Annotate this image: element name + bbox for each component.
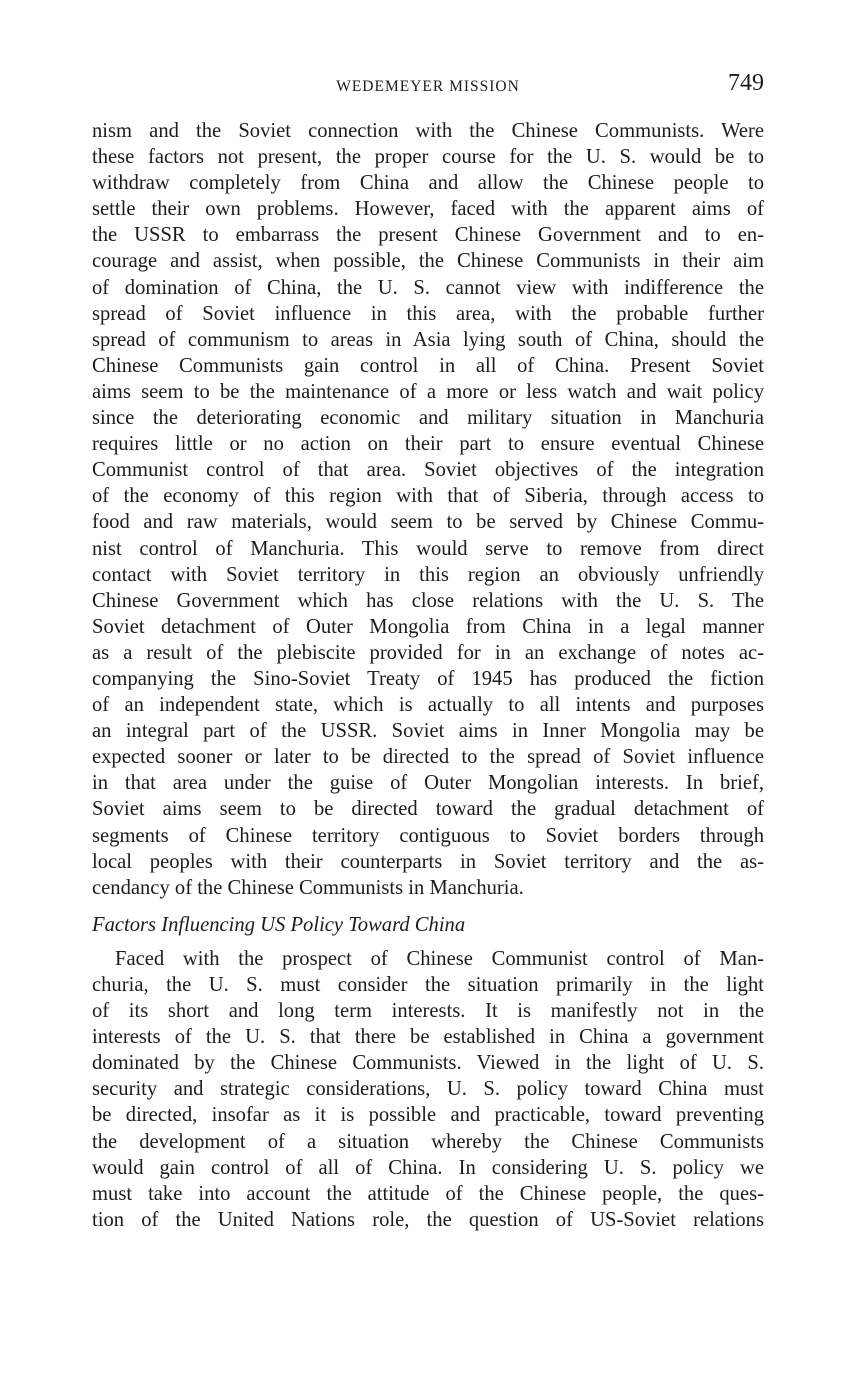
text-line: these factors not present, the proper course for the U. S. would be to bbox=[92, 146, 764, 169]
text-line: courage and assist, when possible, the Chinese Communists in their aim bbox=[92, 250, 764, 273]
text-line: food and raw materials, would seem to be served by Chinese Commu- bbox=[92, 511, 764, 534]
text-line: local peoples with their counterparts in Soviet territory and the as- bbox=[92, 850, 764, 873]
text-line: segments of Chinese territory contiguous to Soviet borders through bbox=[92, 824, 764, 847]
running-title: WEDEMEYER MISSION bbox=[336, 78, 520, 95]
text-line: Soviet aims seem to be directed toward the gradual detachment of bbox=[92, 798, 764, 821]
text-line: Faced with the prospect of Chinese Communist control of Man- bbox=[115, 947, 764, 970]
page-number: 749 bbox=[728, 70, 764, 96]
text-line: an integral part of the USSR. Soviet aims in Inner Mongolia may be bbox=[92, 720, 764, 743]
text-line: Chinese Government which has close relations with the U. S. The bbox=[92, 589, 764, 612]
text-line: nism and the Soviet connection with the Chinese Communists. Were bbox=[92, 120, 764, 142]
text-line: of domination of China, the U. S. cannot view with indifference the bbox=[92, 276, 764, 299]
text-line: dominated by the Chinese Communists. Viewed in the light of U. S. bbox=[92, 1052, 764, 1075]
running-head bbox=[92, 66, 764, 106]
text-line: of the economy of this region with that of Siberia, through access to bbox=[92, 485, 764, 508]
text-line: expected sooner or later to be directed to the spread of Soviet influence bbox=[92, 746, 764, 769]
text-line: the development of a situation whereby the Chinese Communists bbox=[92, 1130, 764, 1153]
text-line: as a result of the plebiscite provided for in an exchange of notes ac- bbox=[92, 641, 764, 664]
text-line: Chinese Communists gain control in all of China. Present Soviet bbox=[92, 354, 764, 377]
text-line: would gain control of all of China. In considering U. S. policy we bbox=[92, 1156, 764, 1179]
text-line: withdraw completely from China and allow the Chinese people to bbox=[92, 172, 764, 195]
text-line: of an independent state, which is actually to all intents and purposes bbox=[92, 694, 764, 717]
text-line: tion of the United Nations role, the question of US-Soviet relations bbox=[92, 1208, 764, 1231]
text-line: contact with Soviet territory in this region an obviously unfriendly bbox=[92, 563, 764, 586]
text-line: be directed, insofar as it is possible and practicable, toward preventing bbox=[92, 1104, 764, 1127]
paragraph-soviet-aims bbox=[92, 118, 764, 901]
text-line: nist control of Manchuria. This would serve to remove from direct bbox=[92, 537, 764, 560]
text-line: settle their own problems. However, faced with the apparent aims of bbox=[92, 198, 764, 221]
body-text bbox=[92, 118, 764, 1233]
text-line: Communist control of that area. Soviet objectives of the integration bbox=[92, 459, 764, 482]
text-line: Soviet detachment of Outer Mongolia from China in a legal manner bbox=[92, 615, 764, 638]
text-line: requires little or no action on their part to ensure eventual Chinese bbox=[92, 433, 764, 456]
text-line: security and strategic considerations, U. S. policy toward China must bbox=[92, 1078, 764, 1101]
text-line: cendancy of the Chinese Communists in Manchuria. bbox=[92, 876, 524, 899]
section-heading: Factors Influencing US Policy Toward China bbox=[92, 913, 466, 936]
text-line: spread of Soviet influence in this area, with the probable further bbox=[92, 302, 764, 325]
text-line: aims seem to be the maintenance of a more or less watch and wait policy bbox=[92, 380, 764, 403]
text-line: interests of the U. S. that there be established in China a government bbox=[92, 1026, 764, 1049]
text-line: churia, the U. S. must consider the situation primarily in the light bbox=[92, 974, 764, 996]
text-line: since the deteriorating economic and military situation in Manchuria bbox=[92, 407, 764, 430]
text-line: companying the Sino-Soviet Treaty of 1945 has produced the fiction bbox=[92, 667, 764, 690]
text-line: in that area under the guise of Outer Mongolian interests. In brief, bbox=[92, 772, 764, 795]
paragraph-factors bbox=[92, 946, 764, 1233]
text-line: must take into account the attitude of the Chinese people, the ques- bbox=[92, 1182, 764, 1205]
text-line: of its short and long term interests. It is manifestly not in the bbox=[92, 1000, 764, 1023]
text-line: the USSR to embarrass the present Chinese Government and to en- bbox=[92, 224, 764, 247]
text-line: spread of communism to areas in Asia lying south of China, should the bbox=[92, 328, 764, 351]
